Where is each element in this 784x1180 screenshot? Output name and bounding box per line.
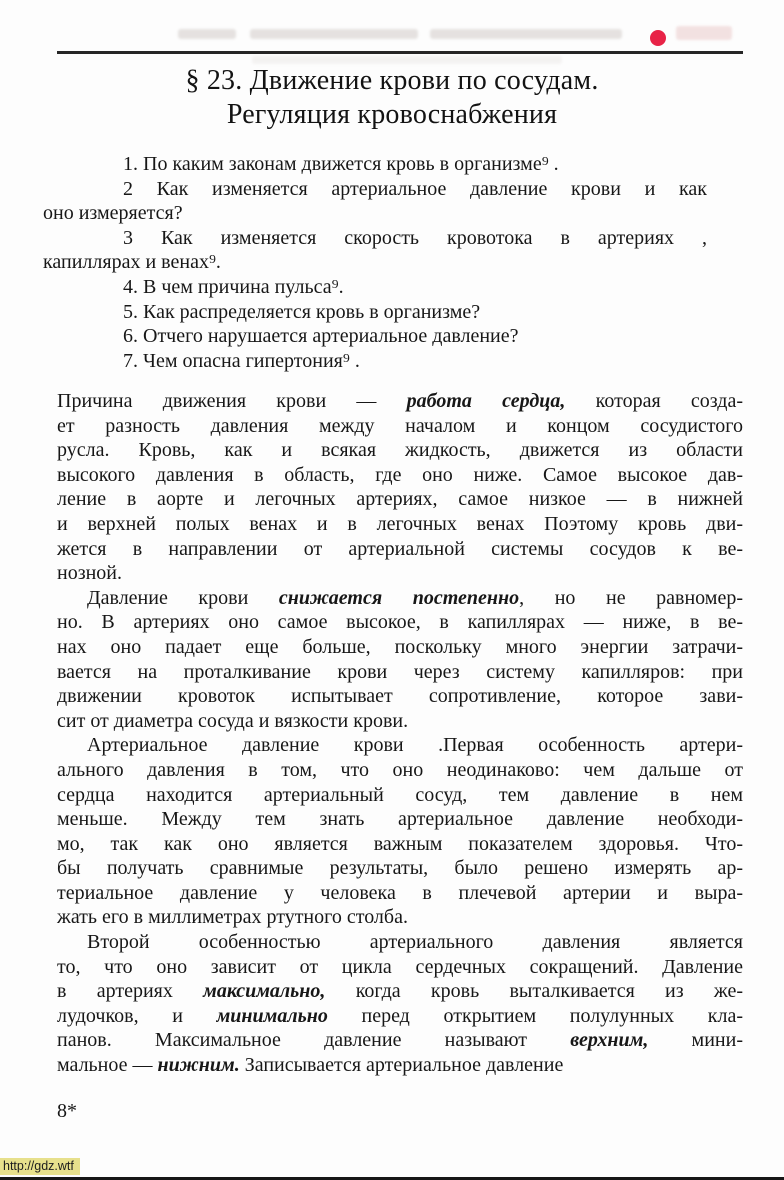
page-signature: 8* [57,1100,77,1122]
text-line: Артериальное давление крови .Первая особенность артери- [87,734,743,757]
faded-page-number [676,26,732,40]
question-item [43,177,707,226]
body-text [57,389,743,1078]
text-line: но. В артериях оно самое высокое, в капиллярах — ниже, в ве- [57,611,743,634]
faded-header-text [250,29,418,39]
paragraph [57,389,743,586]
text-line: Причина движения крови — работа сердца, которая созда- [57,390,744,412]
text-line: сит от диаметра сосуда и вязкости крови. [57,709,409,732]
text-line: то, что оно зависит от цикла сердечных сокращений. Давление [57,955,743,978]
text-line: нах оно падает еще больше, поскольку много энергии затрачи- [57,635,743,658]
question-item [43,324,707,349]
questions-list [43,152,707,373]
question-line: 1. По каким законам движется кровь в организме⁹ . [123,153,559,175]
section-title-line1: § 23. Движение крови по сосудам. [185,65,599,96]
faded-header-text [252,56,562,64]
text-line: жется в направлении от артериальной системы сосудов к ве- [57,537,743,560]
bold-italic-term: работа сердца, [406,390,566,412]
paragraph [57,930,743,1078]
watermark-url: http://gdz.wtf [0,1158,80,1175]
text-line: русла. Кровь, как и всякая жидкость, движется из области [57,439,743,462]
text-line: вается на проталкивание крови через систему капилляров: при [57,660,743,683]
faded-running-header [0,0,784,70]
question-item [43,275,707,300]
question-line: 5. Как распределяется кровь в организме? [123,300,481,323]
question-item [43,152,707,177]
bold-italic-term: нижним. [157,1054,240,1077]
text-line: териальное давление у человека в плечевой артерии и выра- [57,881,743,904]
text-line: высокого давления в область, где оно ниже. Самое высокое дав- [57,463,743,486]
text-line: мо, так как оно является важным показателем здоровья. Что- [57,832,743,855]
header-rule [57,51,743,54]
question-line: 6. Отчего нарушается артериальное давление? [123,325,519,348]
text-line: нозной. [57,562,123,585]
question-item [43,300,707,325]
question-line: 2 Как изменяется артериальное давление крови и как [123,177,707,200]
bold-italic-term: верхним, [570,1029,649,1052]
text-line: Второй особенностью артериального давления является [87,931,743,954]
section-title [0,64,784,132]
text-line: ального давления в том, что оно неодинаково: чем дальше от [57,758,743,781]
question-item [43,349,707,374]
section-title-line2: Регуляция кровоснабжения [226,99,558,130]
text-line: ет разность давления между началом и концом сосудистого [57,414,743,437]
bold-italic-term: минимально [216,1004,328,1027]
bold-italic-term: максимально, [203,980,326,1003]
faded-header-text [178,29,236,39]
text-line: движении кровоток испытывает сопротивление, которое зави- [57,685,743,708]
question-line: 4. В чем причина пульса⁹. [123,275,344,298]
question-line: 3 Как изменяется скорость кровотока в артериях , [123,226,707,249]
text-line: меньше. Между тем знать артериальное давление необходи- [57,808,743,831]
text-line: жать его в миллиметрах ртутного столба. [57,906,408,929]
question-line: капиллярах и венах⁹. [43,251,221,274]
red-dot-marker [650,30,666,46]
bold-italic-term: снижается постепенно [278,586,520,609]
text-line: панов. Максимальное давление называют верхним, мини- [57,1029,743,1052]
question-line: оно измеряется? [43,202,183,225]
faded-header-text [430,29,622,39]
text-line: бы получать сравнимые результаты, было решено измерять ар- [57,857,743,880]
text-line: мальное — нижним. Записывается артериальное давление [57,1054,564,1077]
question-line: 7. Чем опасна гипертония⁹ . [123,349,360,372]
paragraph [57,586,743,734]
text-line: сердца находится артериальный сосуд, тем давление в нем [57,783,743,806]
text-line: в артериях максимально, когда кровь выталкивается из же- [57,980,744,1003]
text-line: ление в аорте и легочных артериях, самое низкое — в нижней [57,488,743,511]
text-line: и верхней полых венах и в легочных венах Поэтому кровь дви- [57,512,743,535]
paragraph [57,733,743,930]
text-line: лудочков, и минимально перед открытием полулунных кла- [57,1004,743,1027]
question-item [43,226,707,275]
text-line: Давление крови снижается постепенно, но не равномер- [87,586,743,609]
